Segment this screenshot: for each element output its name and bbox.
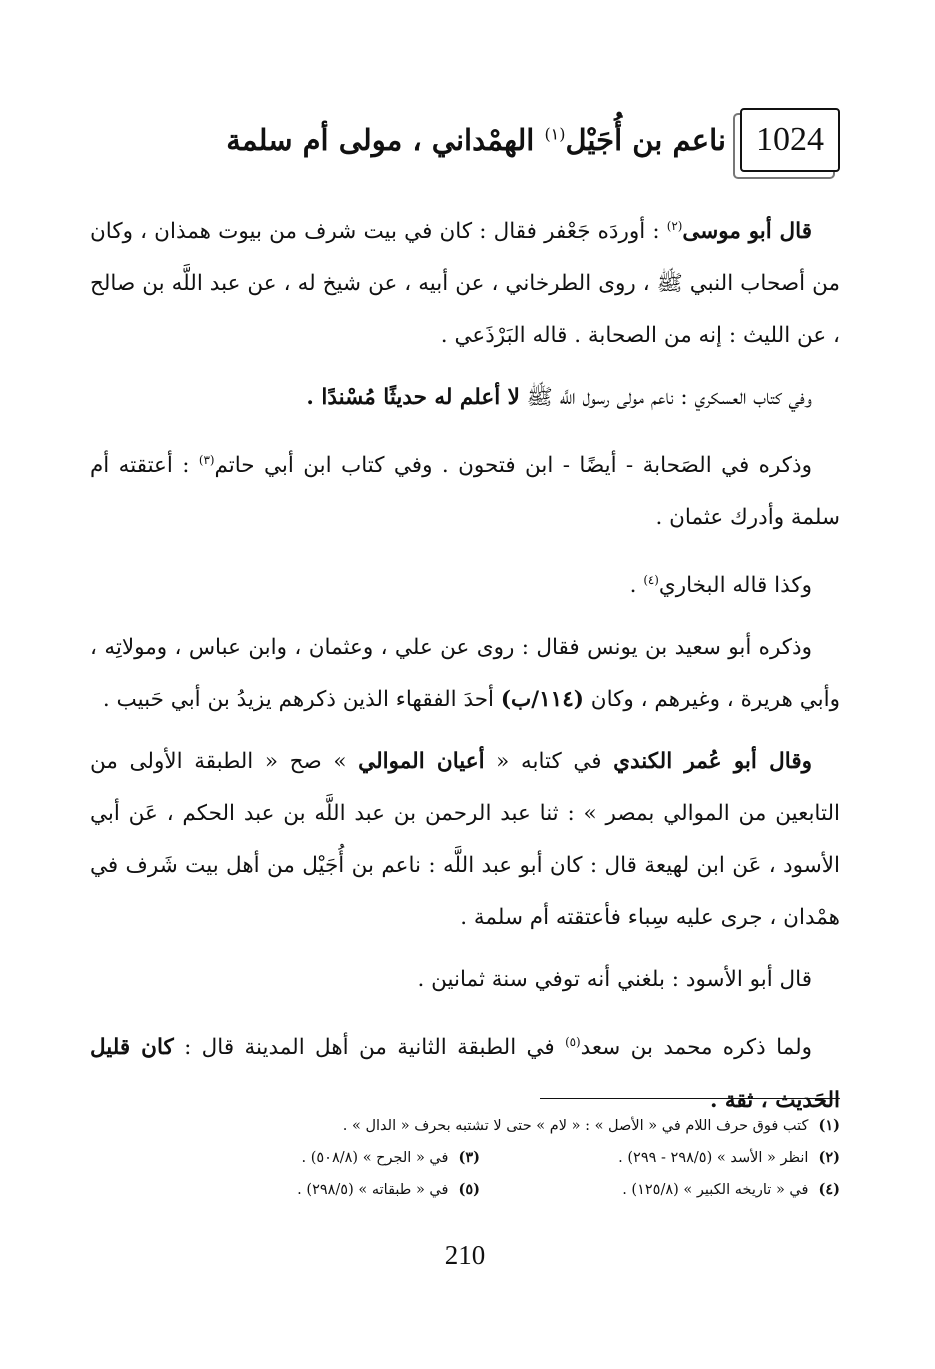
footnote-divider (540, 1098, 840, 1099)
footnote-row (90, 1174, 840, 1206)
footnote-5-text: في « طبقاته » (٢٩٨/٥) . (297, 1182, 449, 1198)
p3-text: وذكره في الصَحابة - أيضًا - ابن فتحون . وفي كتاب ابن أبي حاتم (214, 453, 812, 479)
p4-text: وكذا قاله البخاري (658, 573, 812, 599)
p3-text2: : أعتقته أم سلمة وأدرك عثمان . (90, 453, 840, 531)
page-number: 210 (444, 1240, 486, 1270)
p5-text2: أحدَ الفقهاء الذين ذكرهم يزيدُ بن أبي حَبيب . (102, 687, 501, 713)
p1-footnote-ref: (٢) (666, 219, 683, 233)
footnote-3 (301, 1142, 480, 1174)
footnote-5-number: (٥) (458, 1181, 480, 1198)
footnote-2-text: انظر « الأسد » (٢٩٨/٥ - ٢٩٩) . (618, 1150, 809, 1166)
footnote-row (90, 1142, 840, 1174)
footnote-4 (480, 1174, 840, 1206)
paragraph-7 (90, 954, 840, 1006)
paragraph-5 (90, 622, 840, 726)
p8-footnote-ref: (٥) (565, 1035, 581, 1050)
footnote-1-number: (١) (818, 1117, 840, 1134)
footnote-3-number: (٣) (458, 1149, 480, 1166)
p4-text2: . (629, 573, 644, 599)
footnote-1-text: كتب فوق حرف اللام في « الأصل » : « لام » حتى لا تشتبه بحرف « الدال » . (342, 1118, 809, 1134)
paragraph-6 (90, 736, 840, 944)
p8-text2: في الطبقة الثانية من أهل المدينة قال : (173, 1035, 566, 1061)
p8-text: ولما ذكره محمد بن سعد (580, 1035, 812, 1061)
p2-bold: لا أعلم له حديثًا مُسْندًا . (306, 385, 520, 411)
p3-footnote-ref: (٣) (198, 453, 215, 468)
p1-lead: قال أبو موسى (682, 219, 813, 245)
p6-lead: وقال أبو عُمر الكندي (613, 749, 812, 775)
p8-bold: كان قليل الحَديث ، ثقة . (90, 1035, 840, 1113)
p1-text: : أوردَه جَعْفر فقال : كان في بيت شرف من بيوت همذان ، وكان من أصحاب النبي ﷺ ، روى الطرخاني ، عن أبيه ، عن شيخ له ، عن عبد اللَّه بن صالح ، عن الليث : إنه من الصحابة . قاله البَرْذَعي . (90, 219, 840, 349)
paragraph-1 (90, 200, 840, 362)
footnote-row (90, 1110, 840, 1142)
paragraph-2 (90, 372, 840, 424)
footnote-2 (480, 1142, 840, 1174)
entry-body (90, 200, 840, 1137)
paragraph-3 (90, 434, 840, 544)
title-name: ناعم بن أُجَيْل (565, 123, 726, 157)
footnote-5 (297, 1174, 480, 1206)
paragraph-4 (90, 554, 840, 612)
entry-heading (90, 100, 840, 180)
p5-bold: (١١٤/ب) (500, 687, 584, 713)
entry-number-box (740, 108, 840, 172)
entry-title (226, 123, 726, 157)
p6-bold: أعيان الموالي (358, 749, 485, 775)
footnote-4-text: في « تاريخه الكبير » (١٢٥/٨) . (622, 1182, 809, 1198)
footnotes (90, 1110, 840, 1206)
title-rest: الهمْداني ، مولى أم سلمة (226, 123, 545, 157)
p4-footnote-ref: (٤) (643, 573, 659, 588)
footnote-2-number: (٢) (818, 1149, 840, 1166)
p2-text: وفي كتاب العسكري : ناعم مولى رسول اللَّه ﷺ (519, 385, 812, 411)
footnote-3-text: في « الجرح » (٥٠٨/٨) . (301, 1150, 449, 1166)
book-page (90, 100, 840, 1320)
entry-number: 1024 (756, 121, 824, 158)
title-footnote-ref: (١) (544, 124, 566, 144)
p7-text: قال أبو الأسود : بلغني أنه توفي سنة ثمانين . (417, 967, 812, 993)
p5-text: وذكره أبو سعيد بن يونس فقال : روى عن علي ، وعثمان ، وابن عباس ، ومولاتِه ، وأبي هريرة ، وغيرهم ، وكان (90, 635, 840, 713)
footnote-1 (343, 1110, 840, 1142)
p6-text: في كتابه « (484, 749, 614, 775)
p6-text2: » صح « الطبقة الأولى من التابعين من الموالي بمصر » : ثنا عبد الرحمن بن عبد اللَّه بن عبد الحكم ، عَن أبي الأسود ، عَن ابن لهيعة قال : كان أبو عبد اللَّه : ناعم بن أُجَيْل من أهل بيت شَرف في همْدان ، جرى عليه سِباء فأعتقته أم سلمة . (90, 749, 840, 931)
footnote-4-number: (٤) (818, 1181, 840, 1198)
